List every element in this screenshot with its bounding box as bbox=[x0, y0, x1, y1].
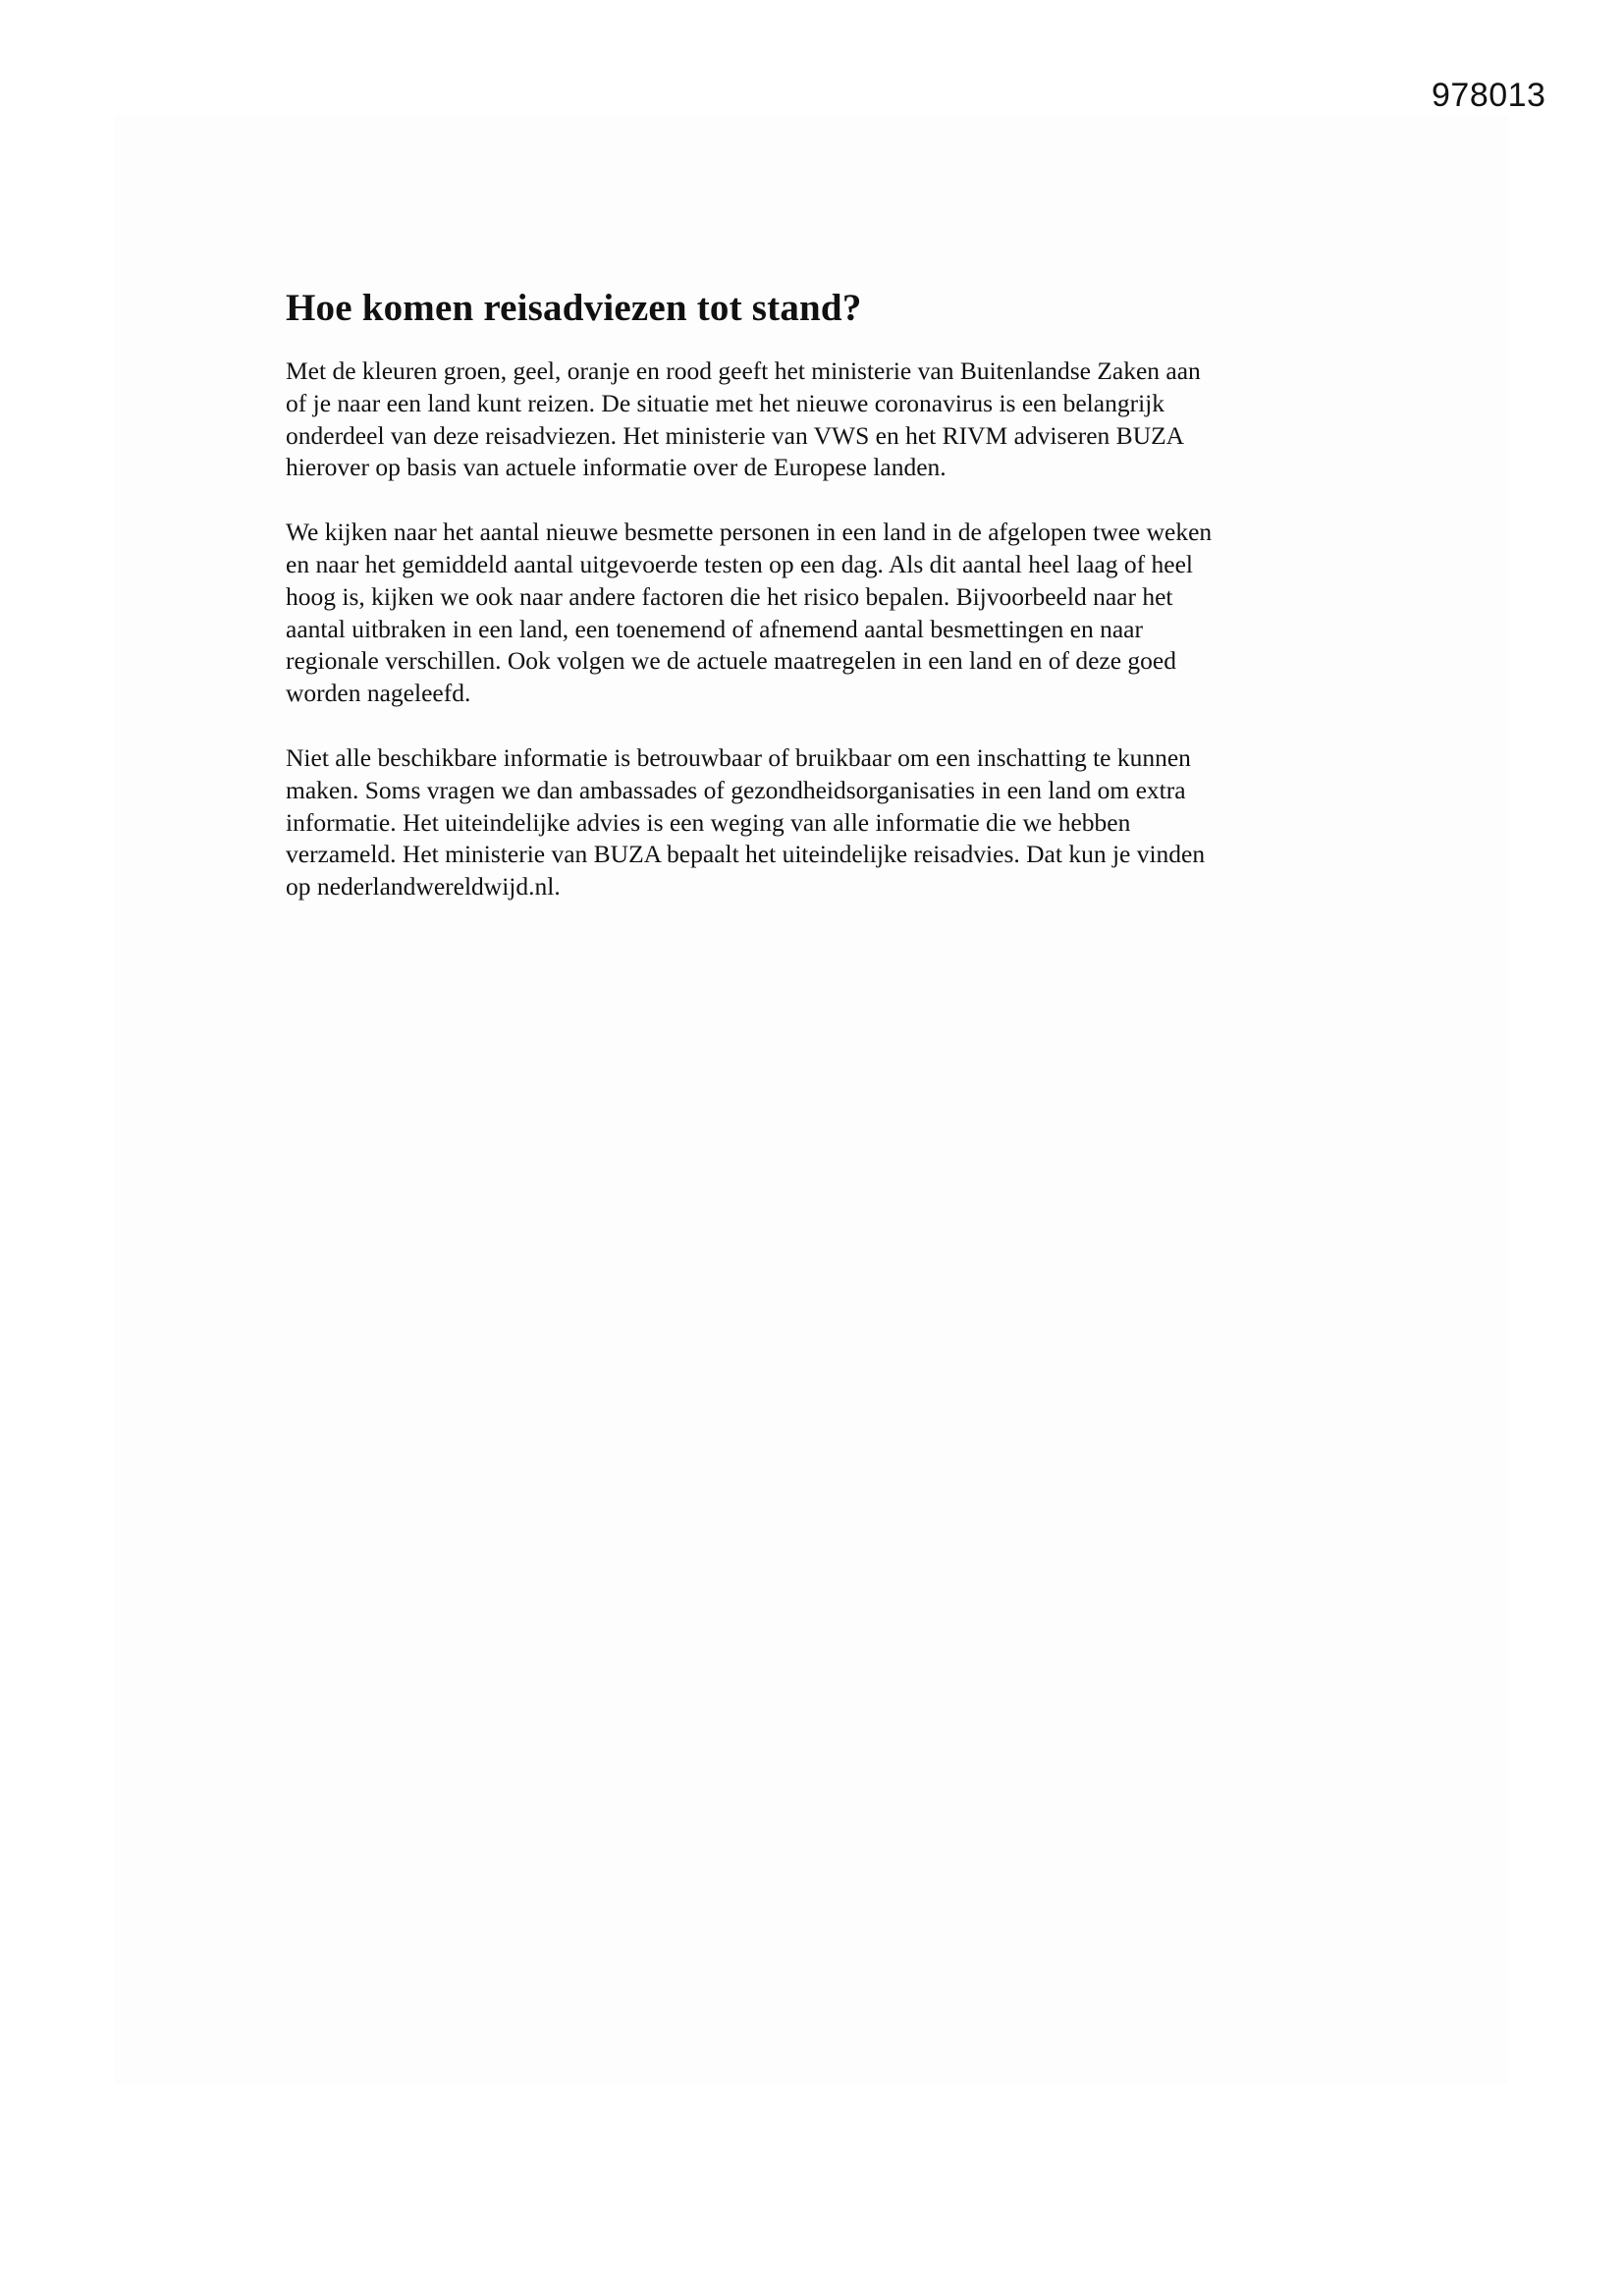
text-line: hierover op basis van actuele informatie over de Europese landen. bbox=[286, 453, 947, 482]
text-line: aantal uitbraken in een land, een toenemend of afnemend aantal besmettingen en naar bbox=[286, 614, 1143, 643]
text-line: verzameld. Het ministerie van BUZA bepaalt het uiteindelijke reisadvies. Dat kun je vinden bbox=[286, 840, 1206, 869]
page-title: Hoe komen reisadviezen tot stand? bbox=[286, 287, 862, 329]
text-line: en naar het gemiddeld aantal uitgevoerde testen op een dag. Als dit aantal heel laag of heel bbox=[286, 549, 1194, 578]
paragraph-3 bbox=[286, 742, 1366, 903]
text-line: maken. Soms vragen we dan ambassades of gezondheidsorganisaties in een land om extra bbox=[286, 775, 1186, 804]
text-line: Met de kleuren groen, geel, oranje en rood geeft het ministerie van Buitenlandse Zaken aan bbox=[286, 356, 1201, 385]
text-line: We kijken naar het aantal nieuwe besmette personen in een land in de afgelopen twee weken bbox=[286, 518, 1213, 547]
text-line: of je naar een land kunt reizen. De situatie met het nieuwe coronavirus is een belangrijk bbox=[286, 388, 1164, 417]
text-line: op nederlandwereldwijd.nl. bbox=[286, 872, 561, 902]
text-line: worden nageleefd. bbox=[286, 679, 471, 708]
paragraph-1 bbox=[286, 355, 1366, 484]
text-line: informatie. Het uiteindelijke advies is een weging van alle informatie die we hebben bbox=[286, 807, 1131, 837]
text-line: hoog is, kijken we ook naar andere factoren die het risico bepalen. Bijvoorbeeld naar het bbox=[286, 581, 1173, 611]
text-line: regionale verschillen. Ook volgen we de actuele maatregelen in een land en of deze goed bbox=[286, 646, 1176, 676]
text-line: onderdeel van deze reisadviezen. Het ministerie van VWS en het RIVM adviseren BUZA bbox=[286, 420, 1185, 450]
document-body bbox=[286, 285, 1366, 936]
document-id: 978013 bbox=[1432, 77, 1546, 114]
paragraph-2 bbox=[286, 517, 1366, 710]
text-line: Niet alle beschikbare informatie is betrouwbaar of bruikbaar om een inschatting te kunnen bbox=[286, 742, 1191, 772]
